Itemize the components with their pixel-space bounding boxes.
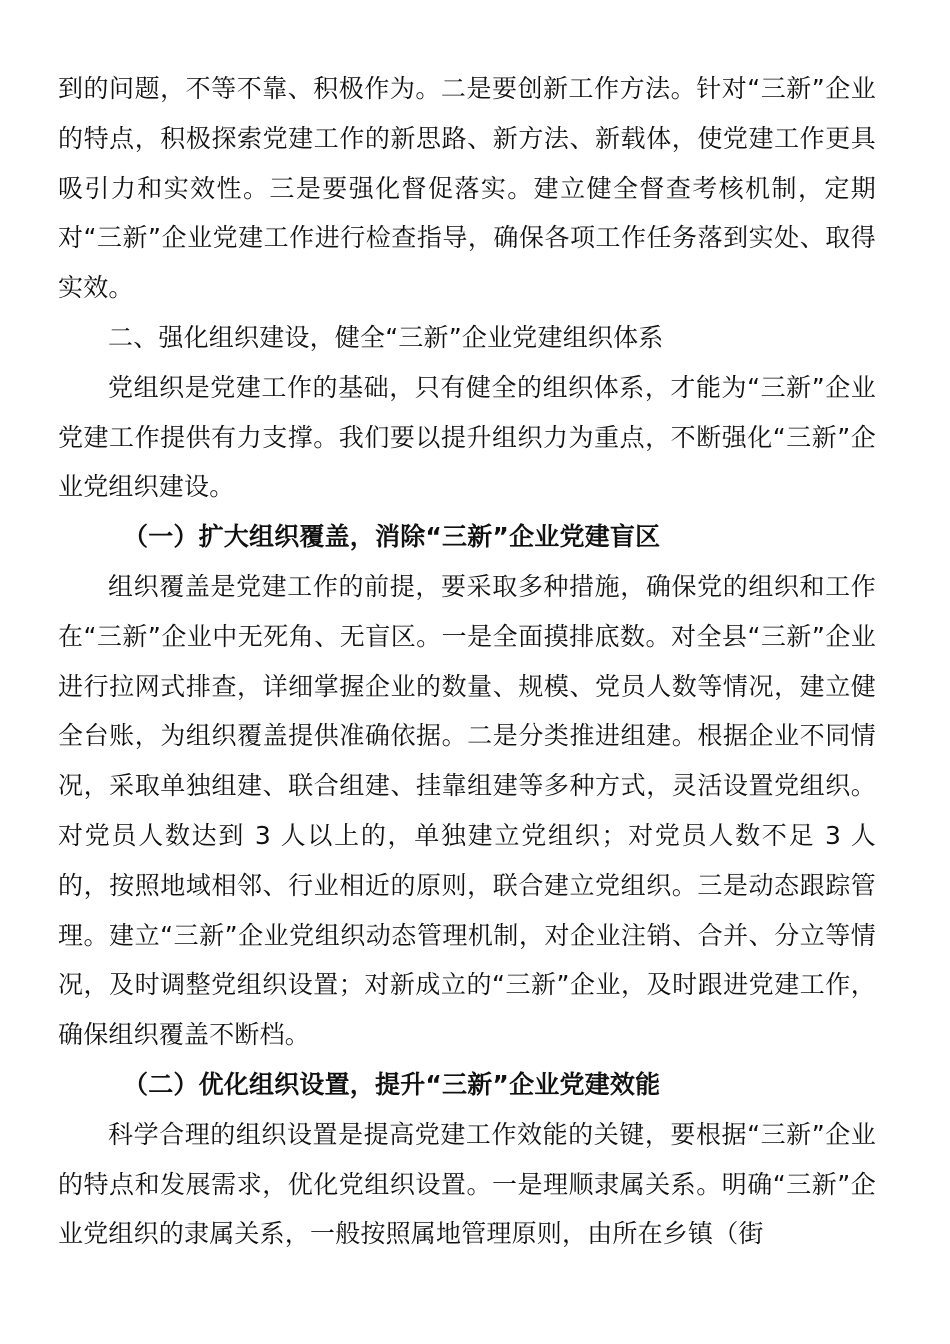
subheading-optimize-setup: （二）优化组织设置，提升“三新”企业党建效能	[123, 1069, 661, 1099]
paragraph-continuation: 到的问题，不等不靠、积极作为。二是要创新工作方法。针对“三新”企业的特点，积极探索党建工作的新思路、新方法、新载体，使党建工作更具吸引力和实效性。三是要强化督促落实。建立健全督查考核机制，定期对“三新”企业党建工作进行检查指导，确保各项工作任务落到实处、取得实效。	[58, 74, 876, 303]
section-heading-two: 二、强化组织建设，健全“三新”企业党建组织体系	[108, 322, 664, 352]
paragraph-setup-optimization: 科学合理的组织设置是提高党建工作效能的关键，要根据“三新”企业的特点和发展需求，优化党组织设置。一是理顺隶属关系。明确“三新”企业党组织的隶属关系，一般按照属地管理原则，由所在乡镇（街	[58, 1119, 876, 1249]
paragraph-organization-basis: 党组织是党建工作的基础，只有健全的组织体系，才能为“三新”企业党建工作提供有力支撑。我们要以提升组织力为重点，不断强化“三新”企业党组织建设。	[58, 372, 876, 502]
subheading-expand-coverage: （一）扩大组织覆盖，消除“三新”企业党建盲区	[123, 522, 661, 552]
paragraph-coverage-measures: 组织覆盖是党建工作的前提，要采取多种措施，确保党的组织和工作在“三新”企业中无死角、无盲区。一是全面摸排底数。对全县“三新”企业进行拉网式排查，详细掌握企业的数量、规模、党员人数等情况，建立健全台账，为组织覆盖提供准确依据。二是分类推进组建。根据企业不同情况，采取单独组建、联合组建、挂靠组建等多种方式，灵活设置党组织。对党员人数达到 3 人以上的，单独建立党组织；对党员人数不足 3 人的，按照地域相邻、行业相近的原则，联合建立党组织。三是动态跟踪管理。建立“三新”企业党组织动态管理机制，对企业注销、合并、分立等情况，及时调整党组织设置；对新成立的“三新”企业，及时跟进党建工作，确保组织覆盖不断档。	[58, 571, 876, 1050]
document-page	[58, 64, 876, 1259]
